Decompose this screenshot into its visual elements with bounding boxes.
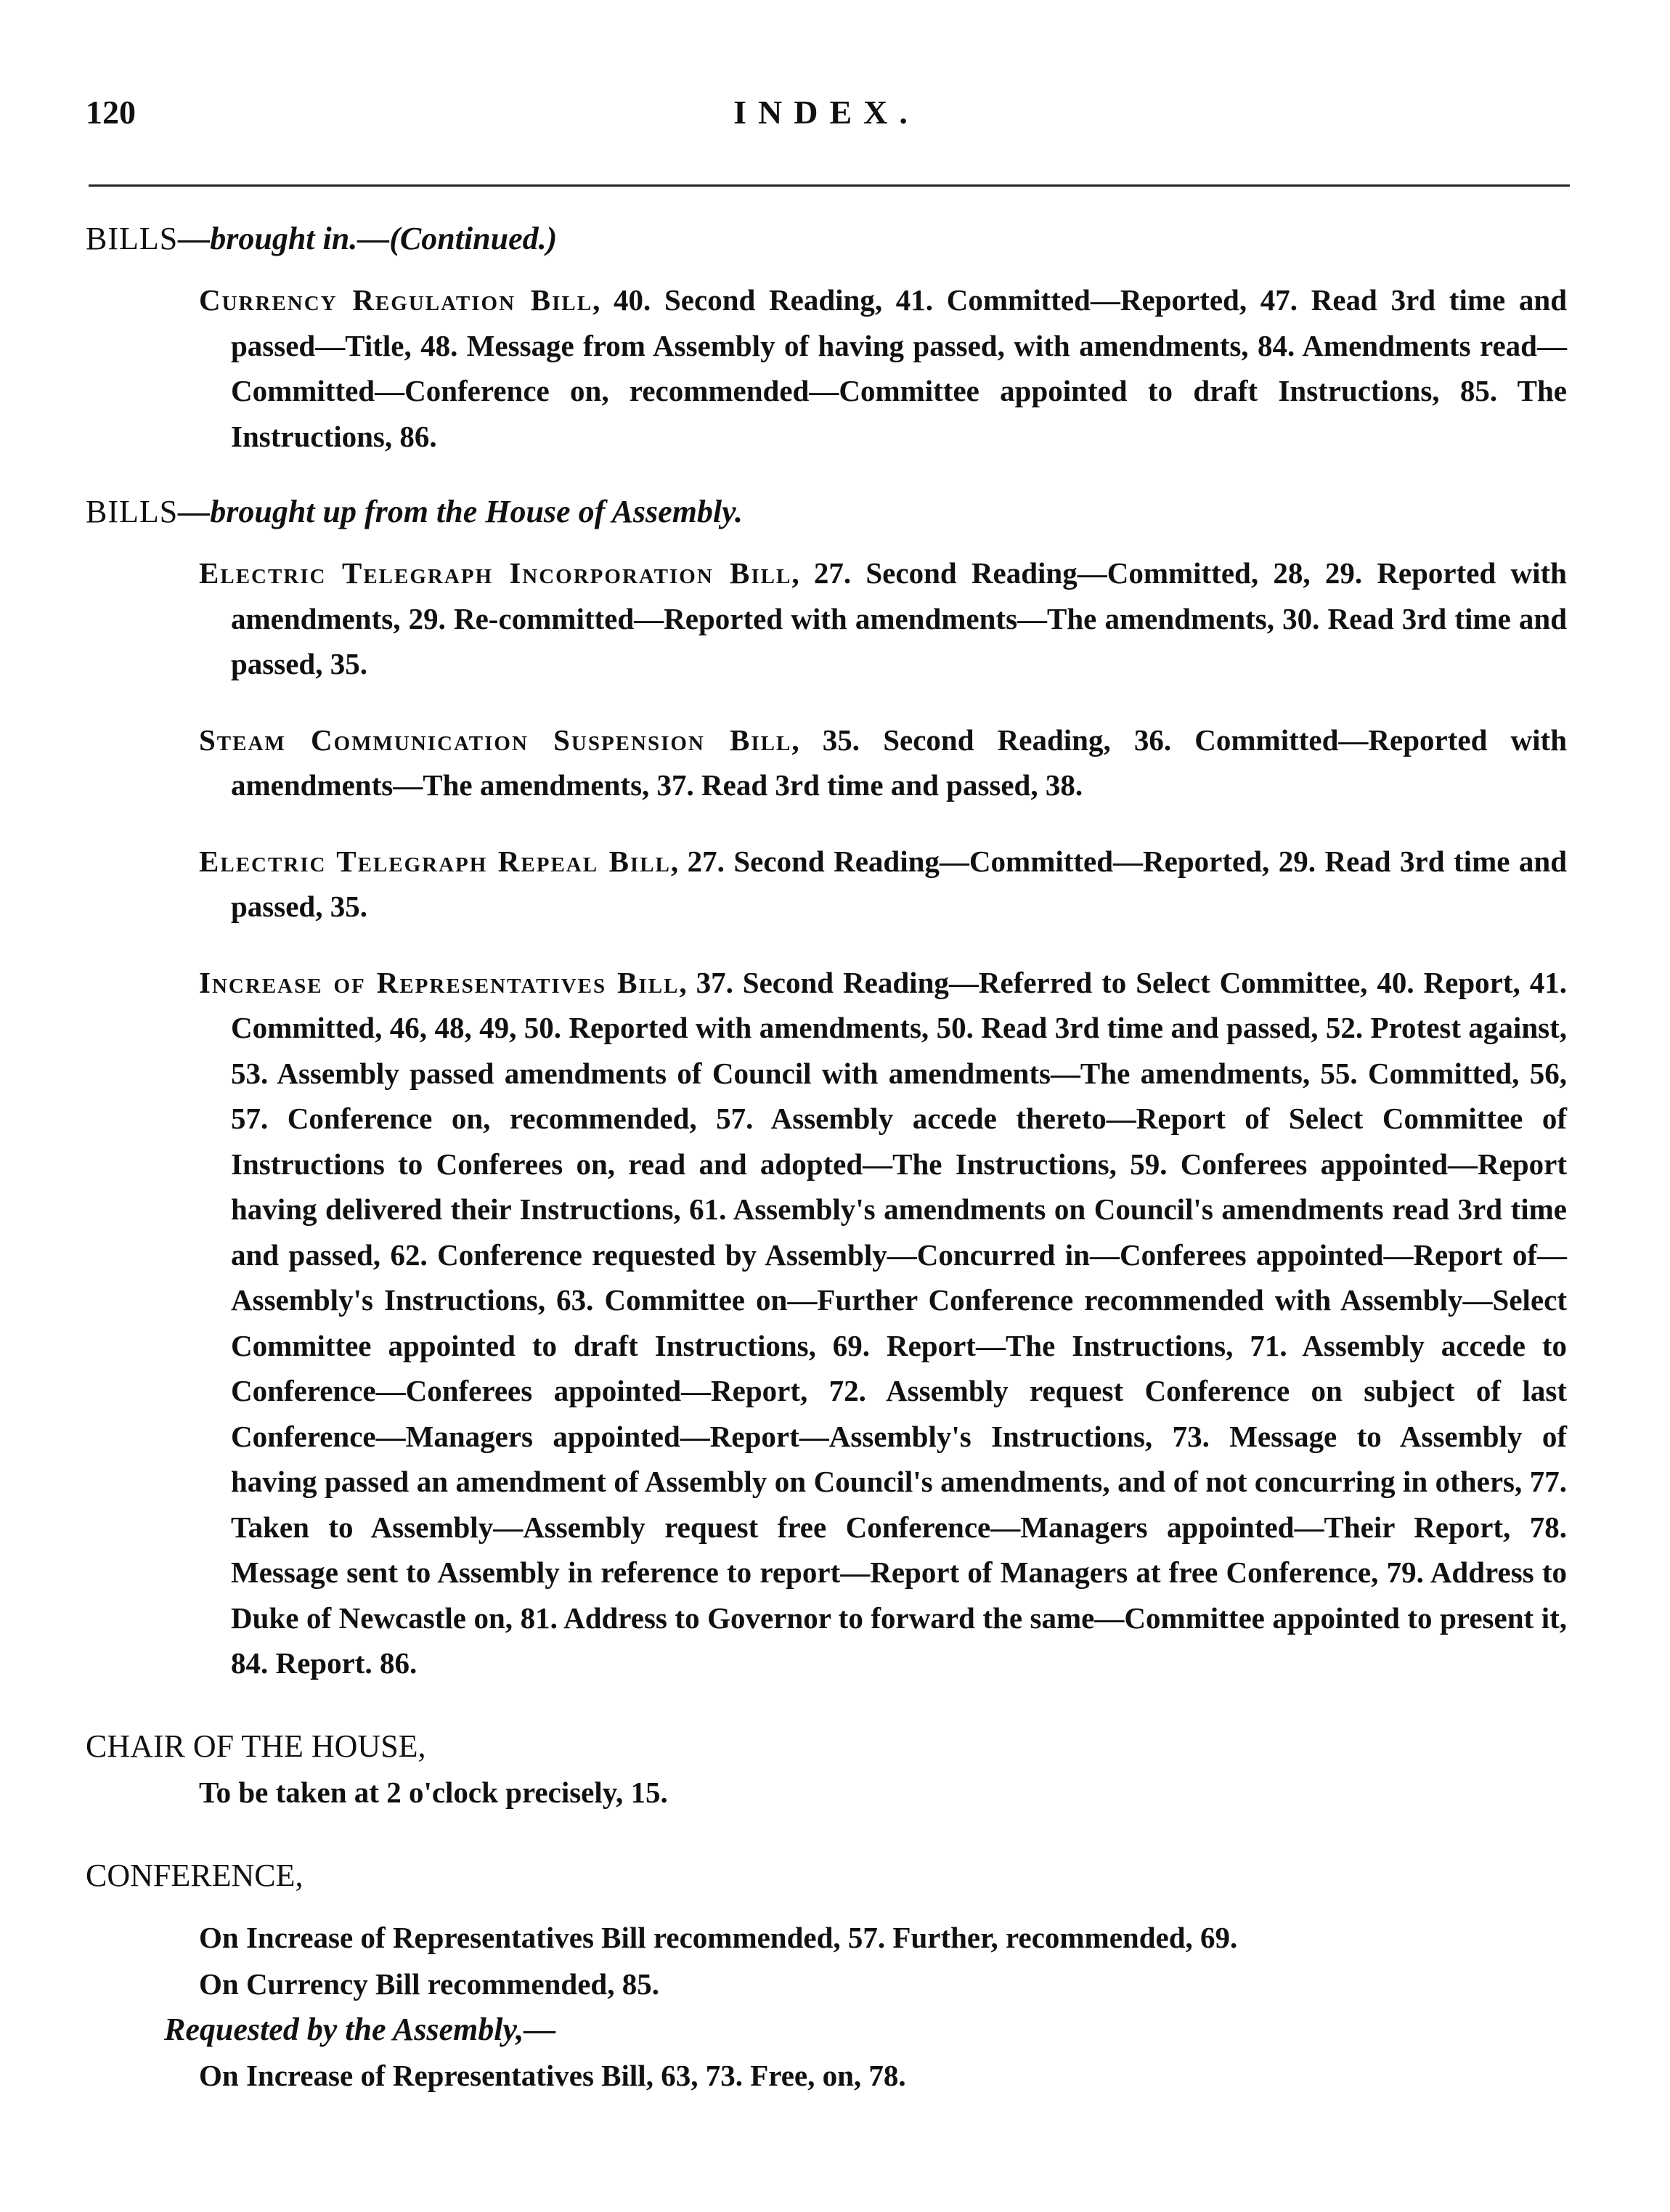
index-entry-electric-telegraph-repeal-bill <box>86 839 1567 930</box>
section-heading-bills-brought-up <box>86 489 1567 534</box>
section-sub-label: —brought in.—(Continued.) <box>178 221 558 256</box>
header-rule <box>89 184 1570 187</box>
entry-title: Electric Telegraph Incorporation Bill <box>199 556 792 590</box>
entry-text: , 35. Second Reading, 36. Committed—Reported with amendments—The amendments, 37. Read 3rd time and passed, 38. <box>231 723 1567 802</box>
conference-requested-heading: Requested by the Assembly,— <box>164 2011 556 2047</box>
chair-entry: To be taken at 2 o'clock precisely, 15. <box>199 1775 668 1809</box>
page-number: 120 <box>86 94 136 131</box>
entry-title: Electric Telegraph Repeal Bill <box>199 844 671 878</box>
entry-title: Increase of Representatives Bill <box>199 965 680 999</box>
index-entry-steam-communication-suspension-bill <box>86 717 1567 808</box>
entry-text: , 37. Second Reading—Referred to Select Committee, 40. Report, 41. Committed, 46, 48, 49, 50. Reported with amendments, 50. Read 3rd time and passed, 52. Protest against, 53. Assembly passed amendments of Council with amendments—The amendments, 55. Committed, 56, 57. Conference on, recommended, 57. Assembly accede thereto—Report of Select Committee of Instructions to Conferees on, read and adopted—The Instructions, 59. Conferees appointed—Report having delivered their Instructions, 61. Assembly's amendments on Council's amendments read 3rd time and passed, 62. Conference requested by Assembly—Concurred in—Conferees appointed—Report of—Assembly's Instructions, 63. Committee on—Further Conference recommended with Assembly—Select Committee appointed to draft Instructions, 69. Report—The Instructions, 71. Assembly accede to Conference—Conferees appointed—Report, 72. Assembly request Conference on subject of last Conference—Managers appointed—Report—Assembly's Instructions, 73. Message to Assembly of having passed an amendment of Assembly on Council's amendments, and of not concurring in others, 77. Taken to Assembly—Assembly request free Conference—Managers appointed—Their Report, 78. Message sent to Assembly in reference to report—Report of Managers at free Conference, 79. Address to Duke of Newcastle on, 81. Address to Governor to forward the same—Committee appointed to present it, 84. Report. 86. <box>231 965 1567 1680</box>
conference-entry: On Currency Bill recommended, 85. <box>199 1967 659 2001</box>
section-label: BILLS <box>86 221 179 256</box>
index-entry-electric-telegraph-incorporation-bill <box>86 550 1567 687</box>
entry-text: , 27. Second Reading—Committed, 28, 29. Reported with amendments, 29. Re-committed—Reported with amendments—The amendments, 30. Read 3rd time and passed, 35. <box>231 556 1567 680</box>
index-entry-increase-of-representatives-bill <box>86 960 1567 1686</box>
entry-title: Steam Communication Suspension Bill <box>199 723 792 757</box>
entry-title: Currency Regulation Bill <box>199 283 593 317</box>
conference-entry: On Increase of Representatives Bill recommended, 57. Further, recommended, 69. <box>199 1920 1238 1954</box>
section-heading-conference: CONFERENCE, <box>86 1857 304 1893</box>
section-heading-chair-of-the-house: CHAIR OF THE HOUSE, <box>86 1728 426 1764</box>
running-head: INDEX. <box>733 94 919 131</box>
entry-text: , 40. Second Reading, 41. Committed—Reported, 47. Read 3rd time and passed—Title, 48. Message from Assembly of having passed, with amendments, 84. Amendments read—Committed—Conference on, recommended—Committee appointed to draft Instructions, 85. The Instructions, 86. <box>231 283 1568 453</box>
index-entry-currency-regulation-bill <box>86 277 1567 459</box>
section-label: BILLS <box>86 494 179 529</box>
conference-requested-entry: On Increase of Representatives Bill, 63, 73. Free, on, 78. <box>199 2058 906 2092</box>
index-content <box>86 216 1567 2099</box>
page-header <box>86 93 1567 144</box>
section-sub-label: —brought up from the House of Assembly. <box>178 494 744 529</box>
section-heading-bills-continued <box>86 216 1567 261</box>
entry-text: , 27. Second Reading—Committed—Reported, 29. Read 3rd time and passed, 35. <box>231 844 1567 923</box>
